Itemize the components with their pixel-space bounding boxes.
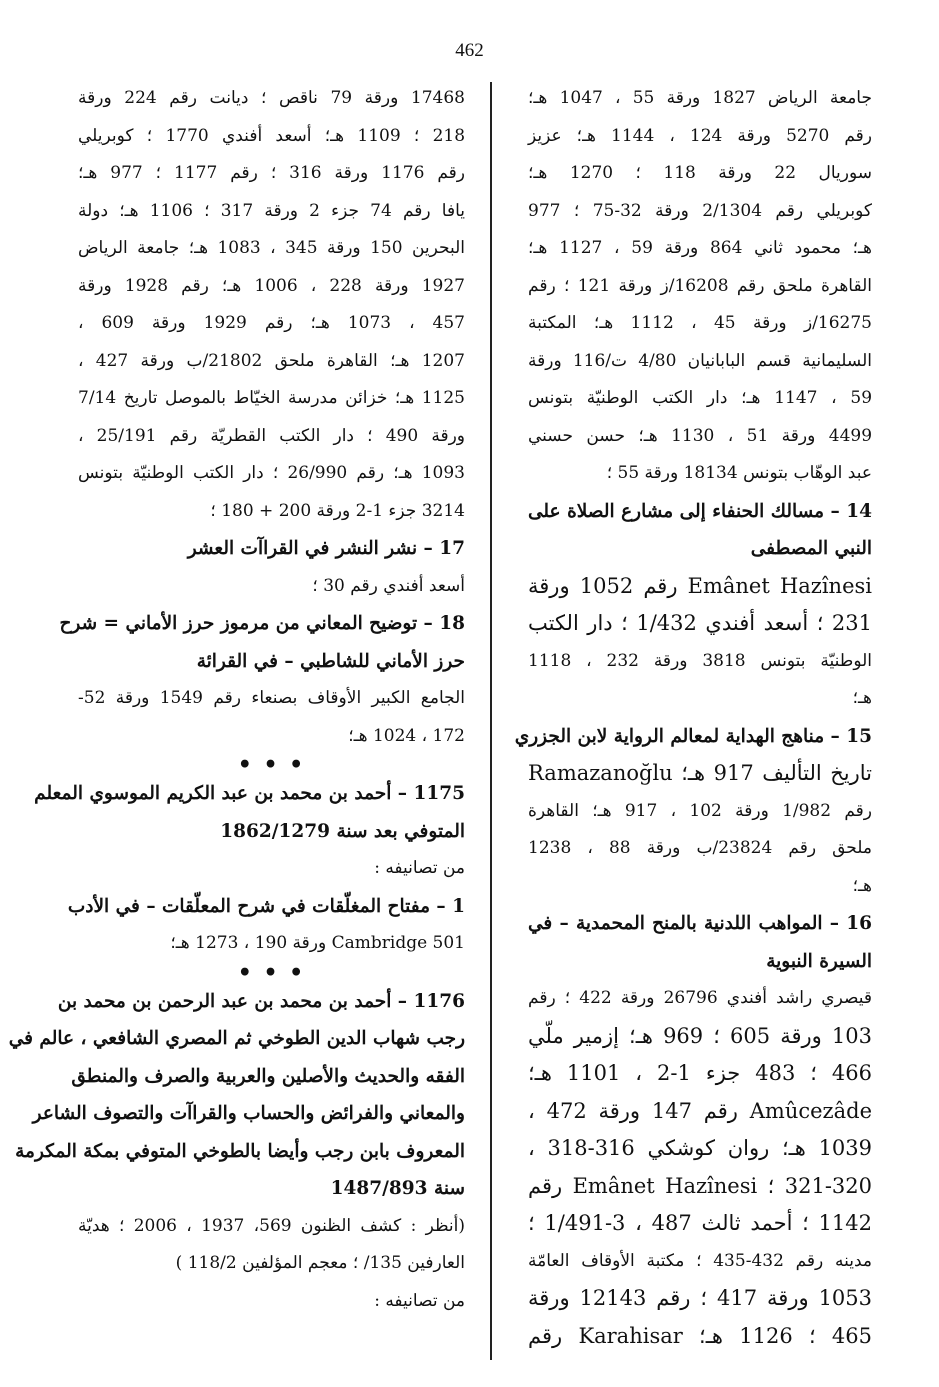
text-line: هـ؛ محمود ثاني 864 ورقة 59 ، 1127 هـ؛ xyxy=(528,238,872,258)
text-line: قيصري راشد أفندي 26796 ورقة 422 ؛ رقم xyxy=(528,988,872,1008)
text-line: سوريال 22 ورقة 118 ؛ 1270 هـ؛ xyxy=(528,163,872,183)
text-line: 231 ؛ أسعد أفندي 1/432 ؛ دار الكتب xyxy=(528,611,872,635)
text-line: 1142 ؛ أحمد ثالث 487 ، 3-1/491 ؛ xyxy=(528,1211,872,1235)
right-column xyxy=(514,80,873,1355)
text-line: 16275/ز ورقة 45 ، 1112 هـ؛ المكتبة xyxy=(528,313,873,333)
text-line: من تصانيفه : xyxy=(374,858,465,878)
entry-heading: الفقه والحديث والأصلين والعربية والصرف والمنطق xyxy=(71,1065,465,1087)
section-separator: • • • xyxy=(237,959,306,986)
text-line: هـ؛ xyxy=(852,875,872,896)
text-line: رقم 1176 ورقة 316 ؛ رقم 1177 ؛ 977 هـ؛ xyxy=(78,163,465,183)
entry-heading: 18 – توضيح المعاني من مرموز حرز الأماني = شرح xyxy=(59,613,465,634)
text-line: كوبريلي رقم 2/1304 ورقة 32-75 ؛ 977 xyxy=(528,200,872,221)
entry-heading: 16 – المواهب اللدنية بالمنح المحمدية – في xyxy=(528,913,872,934)
entry-heading: 1176 – أحمد بن محمد بن عبد الرحمن بن محمد بن xyxy=(57,990,465,1012)
text-line: 1207 هـ؛ القاهرة ملحق 21802/ب ورقة 427 ، xyxy=(78,350,465,371)
text-line: 1927 ورقة 228 ، 1006 هـ؛ رقم 1928 ورقة xyxy=(78,275,465,296)
text-line: 465 ؛ 1126 هـ؛ Karahisar رقم xyxy=(528,1323,872,1348)
text-line: رقم 5270 ورقة 124 ، 1144 هـ؛ عزيز xyxy=(528,125,873,146)
text-line: 1053 ورقة 417 ؛ رقم 12143 ورقة xyxy=(528,1286,873,1310)
text-line: 17468 ورقة 79 ناقص ؛ ديانت رقم 224 ورقة xyxy=(78,88,465,108)
entry-heading: رجب شهاب الدين الطوخي ثم المصري الشافعي ، عالم في xyxy=(8,1028,465,1049)
entry-heading: 17 – نشر النشر في القراآت العشر xyxy=(187,538,465,559)
left-column xyxy=(8,80,466,1320)
text-line: ملحق رقم 23824/ب ورقة 88 ، 1238 xyxy=(528,838,873,858)
entry-heading: حرز الأماني للشاطبي – في القرائة xyxy=(196,650,465,672)
text-line: 172 ، 1024 هـ؛ xyxy=(348,725,465,746)
text-line: السليمانية قسم البابانيان 4/80 ت/116 ورقة xyxy=(528,350,872,371)
text-line: تاريخ التأليف 917 هـ؛ Ramazanoğlu xyxy=(528,761,872,785)
text-line: الوطنيّة بتونس 3818 ورقة 232 ، 1118 xyxy=(528,650,873,671)
text-line: Amûcezâde رقم 147 ورقة 472 ، xyxy=(528,1098,873,1123)
entry-heading: سنة 1487/893 xyxy=(330,1178,465,1199)
entry-heading: المعروف بابن رجب وأيضا بالطوخي المتوفي بمكة المكرمة xyxy=(15,1140,465,1162)
text-line: مدينه رقم 432-435 ؛ مكتبة الأوقاف العامّة xyxy=(528,1250,872,1271)
text-line: رقم 1/982 ورقة 102 ، 917 هـ؛ القاهرة xyxy=(528,800,872,821)
entry-heading: السيرة النبوية xyxy=(766,950,872,972)
text-line: يافا رقم 74 جزء 2 ورقة 317 ؛ 1106 هـ؛ دولة xyxy=(78,200,465,221)
text-line: 1039 هـ؛ روان كوشكي 316-318 ، xyxy=(528,1136,873,1160)
text-line: 4499 ورقة 51 ، 1130 هـ؛ حسن حسني xyxy=(528,425,873,446)
text-line: 466 ؛ 483 جزء 1-2 ، 1101 هـ؛ xyxy=(528,1061,872,1085)
text-line: هـ؛ xyxy=(852,688,872,708)
entry-heading: النبي المصطفى xyxy=(750,538,872,559)
text-line: 457 ، 1073 هـ؛ رقم 1929 ورقة 609 ، xyxy=(78,313,465,333)
text-line: البحرين 150 ورقة 345 ، 1083 هـ؛ جامعة الرياض xyxy=(78,238,465,258)
entry-heading: 1175 – أحمد بن محمد بن عبد الكريم الموسوي المعلم xyxy=(34,783,465,804)
text-line: العارفين 135/ ؛ معجم المؤلفين 118/2 ) xyxy=(175,1253,465,1273)
entry-heading: 14 – مسالك الحنفاء إلى مشارع الصلاة على xyxy=(528,500,872,522)
entry-heading: المتوفي بعد سنة 1862/1279 xyxy=(220,820,465,842)
text-line: 59 ، 1147 هـ؛ دار الكتب الوطنيّة بتونس xyxy=(528,388,873,408)
text-line: القاهرة ملحق رقم 16208/ز ورقة 121 ؛ رقم xyxy=(528,275,872,296)
text-line: 3214 جزء 1-2 ورقة 200 + 180 ؛ xyxy=(210,500,465,521)
text-line: 1093 هـ؛ رقم 26/990 ؛ دار الكتب الوطنيّة بتونس xyxy=(78,463,465,483)
text-line: (أنظر : كشف الظنون 569، 1937 ، 2006 ؛ هديّة xyxy=(78,1215,465,1236)
text-line: Emânet Hazînesi رقم 1052 ورقة xyxy=(528,573,872,598)
text-line: جامعة الرياض 1827 ورقة 55 ، 1047 هـ؛ xyxy=(528,88,872,108)
page-number: 462 xyxy=(455,40,484,61)
text-line: 218 ؛ 1109 هـ؛ أسعد أفندي 1770 ؛ كوبريلي xyxy=(78,125,466,146)
section-separator: • • • xyxy=(237,752,306,778)
entry-heading: 15 – مناهج الهداية لمعالم الرواية لابن الجزري xyxy=(514,725,872,747)
text-line: Cambridge 501 ورقة 190 ، 1273 هـ؛ xyxy=(170,933,465,953)
entry-heading: والمعاني والفرائض والحساب والقراآت والتصوف الشاعر xyxy=(32,1103,465,1124)
text-line: أسعد أفندي رقم 30 ؛ xyxy=(312,575,465,596)
entry-heading: 1 – مفتاح المغلّقات في شرح المعلّقات – في الأدب xyxy=(67,895,465,917)
text-line: ورقة 490 ؛ دار الكتب القطريّة رقم 25/191 ، xyxy=(78,425,465,446)
text-line: من تصانيفه : xyxy=(374,1290,465,1311)
text-line: 321-320 ؛ Emânet Hazînesi رقم xyxy=(528,1173,872,1198)
column-divider xyxy=(490,82,492,1360)
text-line: عبد الوهّاب بتونس 18134 ورقة 55 ؛ xyxy=(606,463,872,483)
text-line: 103 ورقة 605 ؛ 969 هـ؛ إزمير ملّي xyxy=(528,1023,872,1048)
text-line: الجامع الكبير الأوقاف بصنعاء رقم 1549 ورقة 52- xyxy=(78,688,465,708)
text-line: 1125 هـ؛ خزائن مدرسة الخيّاط بالموصل تاريخ 7/14 xyxy=(78,388,465,408)
